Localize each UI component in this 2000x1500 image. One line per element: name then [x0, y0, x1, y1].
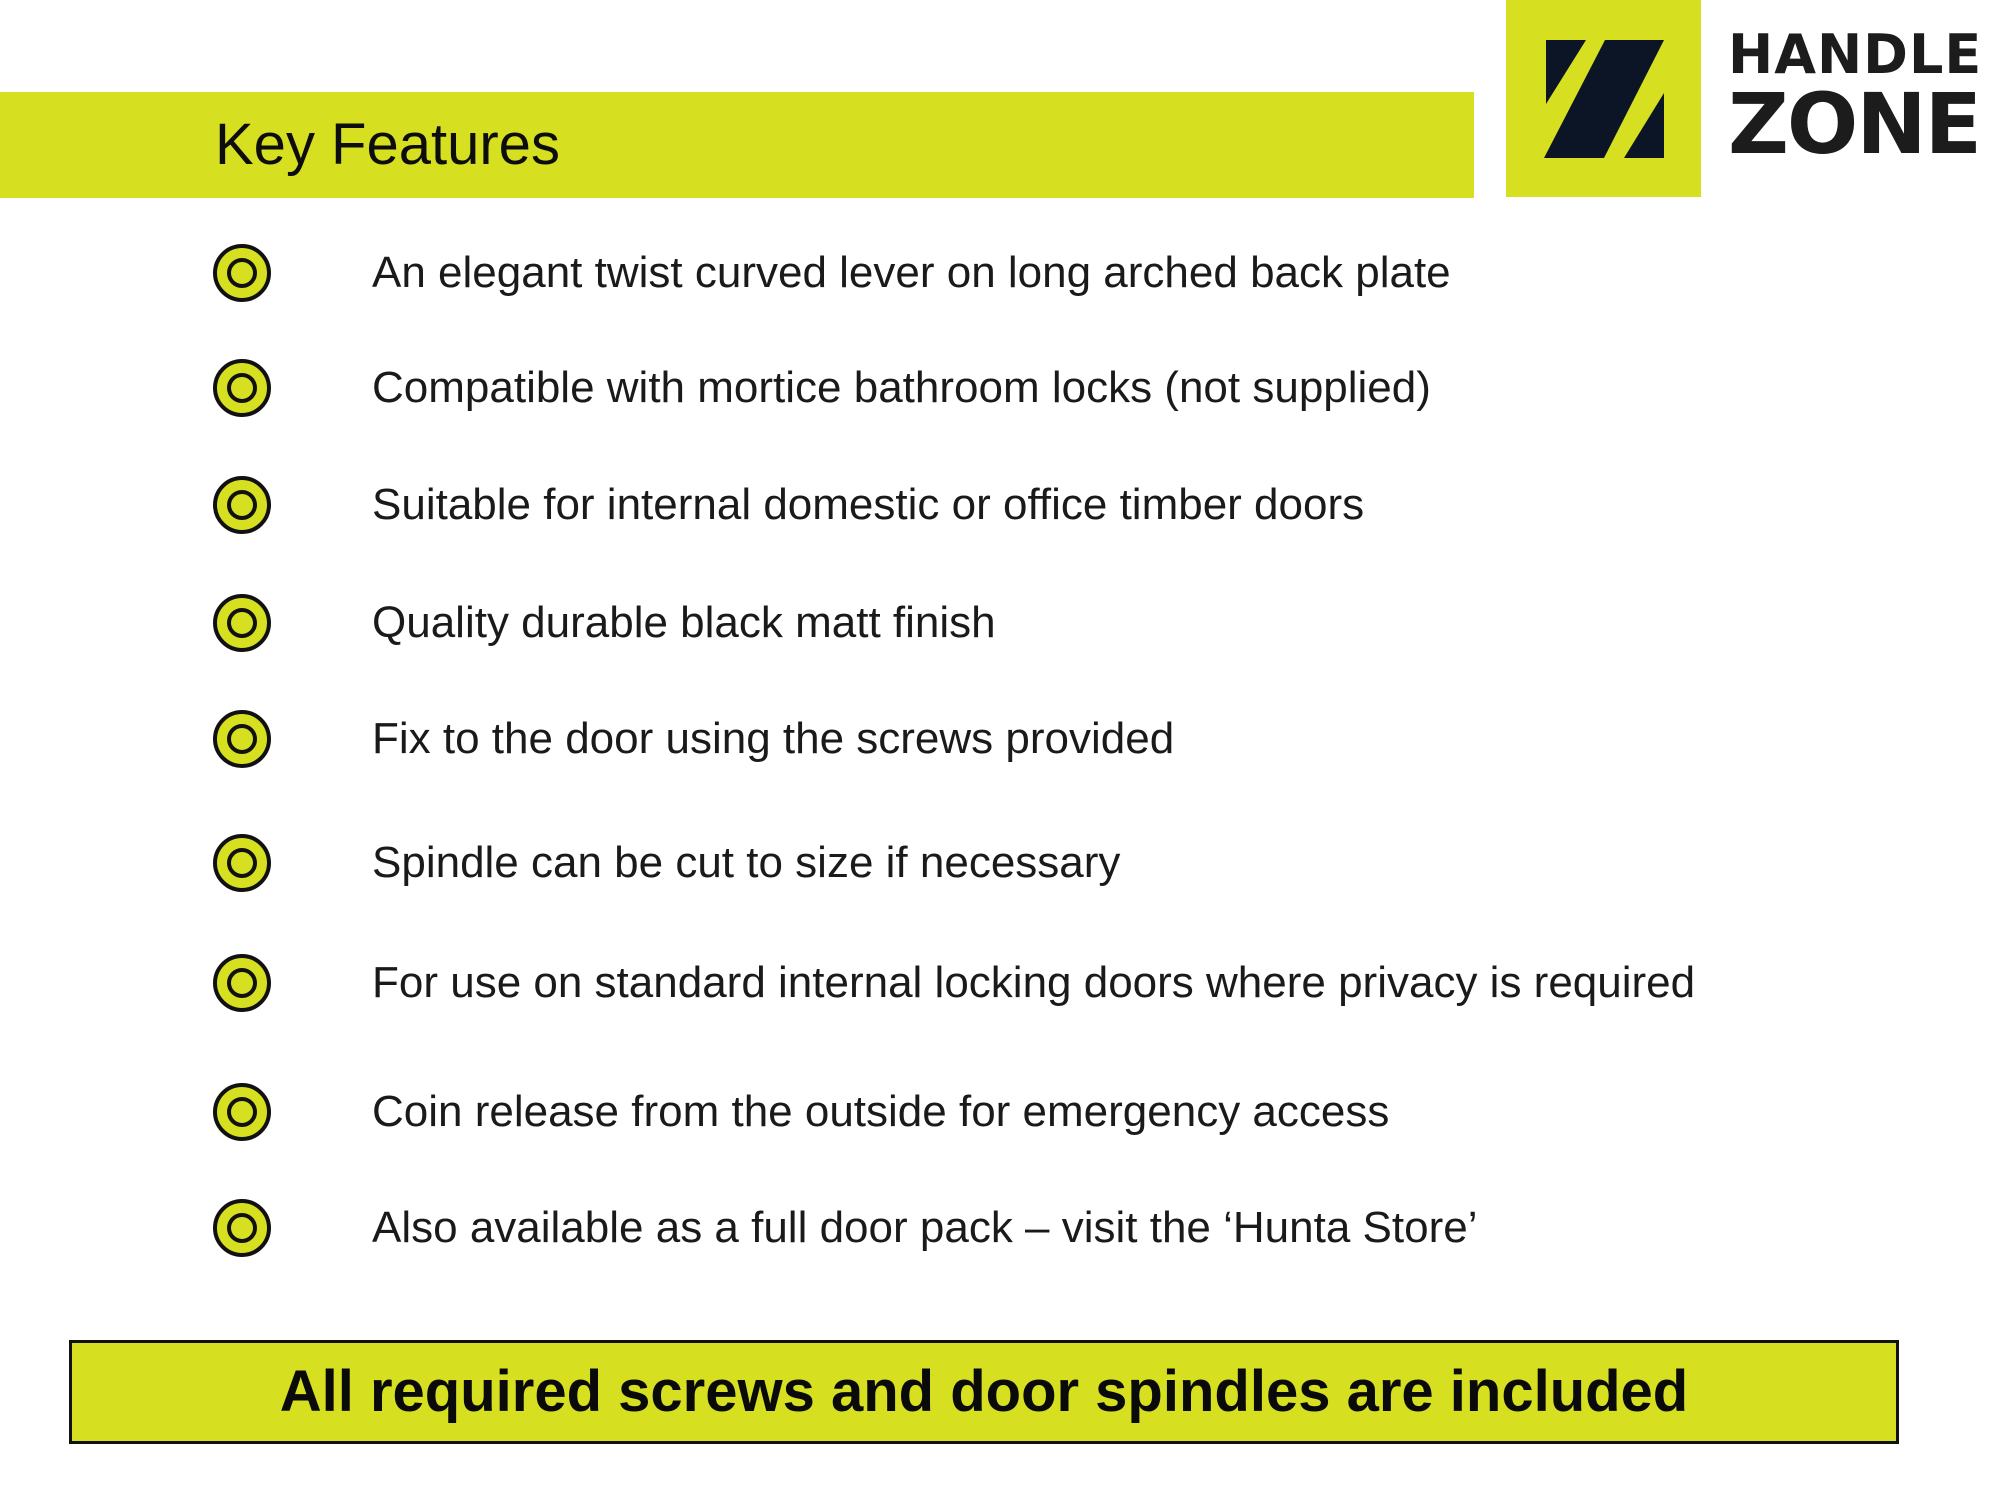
feature-text: Spindle can be cut to size if necessary — [372, 838, 1121, 887]
logo-text-zone: ZONE — [1728, 75, 1980, 173]
feature-text: Quality durable black matt finish — [372, 598, 996, 647]
ring-bullet-icon — [212, 593, 272, 653]
feature-text: Fix to the door using the screws provided — [372, 714, 1175, 763]
feature-text: Coin release from the outside for emergency access — [372, 1087, 1390, 1136]
feature-text: Suitable for internal domestic or office timber doors — [372, 480, 1365, 529]
ring-bullet-icon — [212, 475, 272, 535]
ring-bullet-icon — [212, 1198, 272, 1258]
ring-bullet-icon — [212, 953, 272, 1013]
feature-text: Compatible with mortice bathroom locks (not supplied) — [372, 363, 1431, 412]
ring-bullet-icon — [212, 833, 272, 893]
feature-text: An elegant twist curved lever on long arched back plate — [372, 248, 1451, 297]
page-title: Key Features — [215, 112, 560, 177]
included-banner: All required screws and door spindles are included — [69, 1340, 1899, 1444]
logo-text-handle: HANDLE — [1728, 23, 1983, 86]
ring-bullet-icon — [212, 243, 272, 303]
ring-bullet-icon — [212, 358, 272, 418]
feature-text: For use on standard internal locking doors where privacy is required — [372, 958, 1696, 1007]
ring-bullet-icon — [212, 1082, 272, 1142]
feature-text: Also available as a full door pack – visit the ‘Hunta Store’ — [372, 1203, 1478, 1252]
ring-bullet-icon — [212, 709, 272, 769]
